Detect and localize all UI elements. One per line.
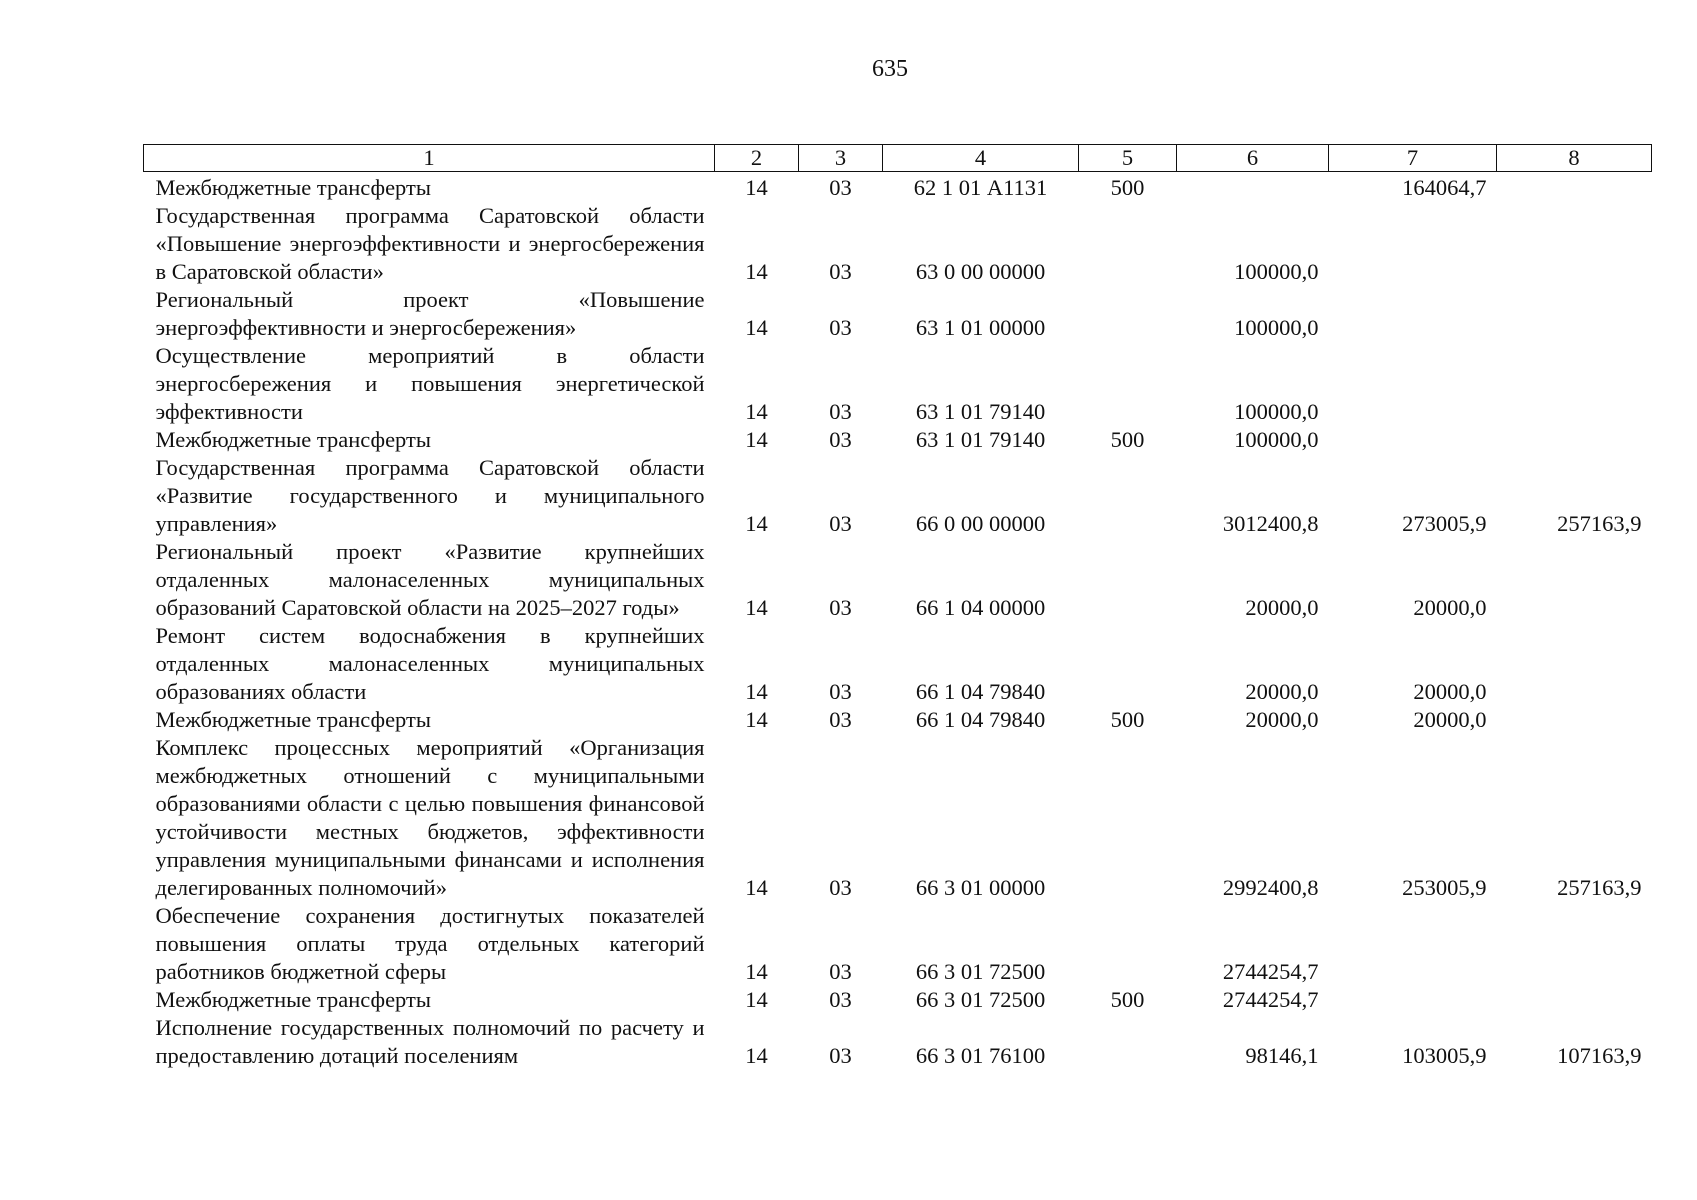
row-amount-col7 bbox=[1329, 202, 1497, 286]
row-amount-col8 bbox=[1497, 172, 1652, 203]
row-amount-col8: 257163,9 bbox=[1557, 875, 1642, 900]
row-amount-col6: 100000,0 bbox=[1234, 427, 1319, 452]
table-row bbox=[144, 454, 1652, 538]
row-name: Комплекс процессных мероприятий «Организация межбюджетных отношений с муниципальными образованиями области с целью повышения финансовой устойчивости местных бюджетов, эффективности управления муниципальными финансами и исполнения делегированных полномочий» bbox=[155, 735, 705, 900]
row-subsection: 03 bbox=[829, 707, 852, 732]
table-row bbox=[144, 286, 1652, 342]
table-row bbox=[144, 902, 1652, 986]
row-subsection: 03 bbox=[829, 259, 852, 284]
row-amount-col7 bbox=[1329, 426, 1497, 454]
row-expense-type: 500 bbox=[1110, 175, 1145, 200]
row-section: 14 bbox=[745, 1043, 768, 1068]
row-amount-col8 bbox=[1497, 426, 1652, 454]
row-name: Межбюджетные трансферты bbox=[155, 707, 431, 732]
row-section: 14 bbox=[745, 315, 768, 340]
table-row bbox=[144, 622, 1652, 706]
row-section: 14 bbox=[745, 987, 768, 1012]
row-name: Государственная программа Саратовской области «Повышение энергоэффективности и энергосбережения в Саратовской области» bbox=[155, 203, 705, 284]
header-col-2: 2 bbox=[715, 145, 799, 172]
row-subsection: 03 bbox=[829, 511, 852, 536]
row-section: 14 bbox=[745, 959, 768, 984]
table-row bbox=[144, 202, 1652, 286]
row-section: 14 bbox=[745, 511, 768, 536]
row-amount-col8 bbox=[1497, 202, 1652, 286]
row-name: Ремонт систем водоснабжения в крупнейших отдаленных малонаселенных муниципальных образованиях области bbox=[155, 623, 705, 704]
row-amount-col8: 107163,9 bbox=[1557, 1043, 1642, 1068]
row-expense-type bbox=[1079, 538, 1177, 622]
table-body bbox=[144, 172, 1652, 1071]
row-amount-col8: 257163,9 bbox=[1557, 511, 1642, 536]
row-expense-type bbox=[1079, 202, 1177, 286]
row-section: 14 bbox=[745, 259, 768, 284]
row-amount-col7 bbox=[1329, 986, 1497, 1014]
row-name: Государственная программа Саратовской области «Развитие государственного и муниципального управления» bbox=[155, 455, 705, 536]
row-amount-col8 bbox=[1497, 986, 1652, 1014]
row-amount-col7: 164064,7 bbox=[1402, 175, 1487, 200]
row-amount-col7: 253005,9 bbox=[1402, 875, 1487, 900]
table-row bbox=[144, 342, 1652, 426]
row-target-code: 63 1 01 79140 bbox=[915, 427, 1046, 452]
row-amount-col6: 100000,0 bbox=[1234, 259, 1319, 284]
row-subsection: 03 bbox=[829, 399, 852, 424]
row-amount-col6: 98146,1 bbox=[1245, 1043, 1319, 1068]
row-amount-col8 bbox=[1497, 902, 1652, 986]
row-expense-type: 500 bbox=[1110, 707, 1145, 732]
row-expense-type bbox=[1079, 734, 1177, 902]
row-name: Межбюджетные трансферты bbox=[155, 427, 431, 452]
row-amount-col6: 3012400,8 bbox=[1222, 511, 1319, 536]
row-subsection: 03 bbox=[829, 427, 852, 452]
row-expense-type bbox=[1079, 622, 1177, 706]
header-col-3: 3 bbox=[799, 145, 883, 172]
row-target-code: 63 0 00 00000 bbox=[915, 259, 1046, 284]
row-amount-col6: 100000,0 bbox=[1234, 315, 1319, 340]
table-header bbox=[144, 145, 1652, 172]
row-expense-type: 500 bbox=[1110, 987, 1145, 1012]
row-amount-col7: 20000,0 bbox=[1413, 679, 1487, 704]
row-name: Межбюджетные трансферты bbox=[155, 987, 431, 1012]
row-amount-col6: 20000,0 bbox=[1245, 679, 1319, 704]
row-expense-type bbox=[1079, 342, 1177, 426]
row-subsection: 03 bbox=[829, 987, 852, 1012]
row-section: 14 bbox=[745, 875, 768, 900]
row-amount-col7 bbox=[1329, 902, 1497, 986]
row-amount-col8 bbox=[1497, 342, 1652, 426]
row-target-code: 66 3 01 76100 bbox=[915, 1043, 1046, 1068]
row-expense-type bbox=[1079, 1014, 1177, 1070]
table-row bbox=[144, 986, 1652, 1014]
row-amount-col6 bbox=[1177, 172, 1329, 203]
row-target-code: 66 3 01 72500 bbox=[915, 987, 1046, 1012]
row-name: Межбюджетные трансферты bbox=[155, 175, 431, 200]
row-name: Региональный проект «Повышение энергоэффективности и энергосбережения» bbox=[155, 287, 705, 340]
row-subsection: 03 bbox=[829, 315, 852, 340]
row-name: Исполнение государственных полномочий по расчету и предоставлению дотаций поселениям bbox=[155, 1015, 705, 1068]
row-section: 14 bbox=[745, 175, 768, 200]
table-row bbox=[144, 172, 1652, 203]
row-target-code: 66 1 04 79840 bbox=[915, 707, 1046, 732]
table-row bbox=[144, 1014, 1652, 1070]
row-target-code: 66 1 04 79840 bbox=[915, 679, 1046, 704]
row-amount-col7: 273005,9 bbox=[1402, 511, 1487, 536]
row-amount-col7: 20000,0 bbox=[1413, 707, 1487, 732]
header-col-5: 5 bbox=[1079, 145, 1177, 172]
row-name: Обеспечение сохранения достигнутых показателей повышения оплаты труда отдельных категорий работников бюджетной сферы bbox=[155, 903, 705, 984]
row-section: 14 bbox=[745, 399, 768, 424]
header-col-4: 4 bbox=[883, 145, 1079, 172]
header-col-8: 8 bbox=[1497, 145, 1652, 172]
table-row bbox=[144, 734, 1652, 902]
header-row bbox=[144, 145, 1652, 172]
page-number: 635 bbox=[872, 56, 908, 82]
row-amount-col6: 2992400,8 bbox=[1222, 875, 1319, 900]
row-expense-type: 500 bbox=[1110, 427, 1145, 452]
row-amount-col7 bbox=[1329, 342, 1497, 426]
row-section: 14 bbox=[745, 707, 768, 732]
row-amount-col6: 20000,0 bbox=[1245, 707, 1319, 732]
header-col-1: 1 bbox=[144, 145, 715, 172]
table-row bbox=[144, 706, 1652, 734]
row-amount-col6: 2744254,7 bbox=[1222, 987, 1319, 1012]
row-section: 14 bbox=[745, 427, 768, 452]
row-amount-col7 bbox=[1329, 286, 1497, 342]
row-amount-col8 bbox=[1497, 622, 1652, 706]
row-expense-type bbox=[1079, 902, 1177, 986]
row-expense-type bbox=[1079, 286, 1177, 342]
row-section: 14 bbox=[745, 679, 768, 704]
row-section: 14 bbox=[745, 595, 768, 620]
row-subsection: 03 bbox=[829, 679, 852, 704]
row-amount-col8 bbox=[1497, 538, 1652, 622]
row-target-code: 66 3 01 72500 bbox=[915, 959, 1046, 984]
row-amount-col6: 2744254,7 bbox=[1222, 959, 1319, 984]
row-subsection: 03 bbox=[829, 1043, 852, 1068]
row-target-code: 66 1 04 00000 bbox=[915, 595, 1046, 620]
row-amount-col8 bbox=[1497, 286, 1652, 342]
row-name: Осуществление мероприятий в области энергосбережения и повышения энергетической эффективности bbox=[155, 343, 705, 424]
row-name: Региональный проект «Развитие крупнейших отдаленных малонаселенных муниципальных образований Саратовской области на 2025–2027 годы» bbox=[155, 539, 705, 620]
header-col-6: 6 bbox=[1177, 145, 1329, 172]
row-amount-col6: 100000,0 bbox=[1234, 399, 1319, 424]
row-target-code: 66 3 01 00000 bbox=[915, 875, 1046, 900]
row-target-code: 66 0 00 00000 bbox=[915, 511, 1046, 536]
row-expense-type bbox=[1079, 454, 1177, 538]
header-col-7: 7 bbox=[1329, 145, 1497, 172]
row-target-code: 63 1 01 00000 bbox=[915, 315, 1046, 340]
table-row bbox=[144, 426, 1652, 454]
row-subsection: 03 bbox=[829, 959, 852, 984]
row-amount-col8 bbox=[1497, 706, 1652, 734]
row-amount-col7: 20000,0 bbox=[1413, 595, 1487, 620]
row-subsection: 03 bbox=[829, 175, 852, 200]
table-row bbox=[144, 538, 1652, 622]
budget-table bbox=[143, 144, 1652, 1070]
row-subsection: 03 bbox=[829, 875, 852, 900]
row-amount-col6: 20000,0 bbox=[1245, 595, 1319, 620]
row-subsection: 03 bbox=[829, 595, 852, 620]
row-target-code: 62 1 01 А1131 bbox=[913, 175, 1048, 200]
row-amount-col7: 103005,9 bbox=[1402, 1043, 1487, 1068]
row-target-code: 63 1 01 79140 bbox=[915, 399, 1046, 424]
